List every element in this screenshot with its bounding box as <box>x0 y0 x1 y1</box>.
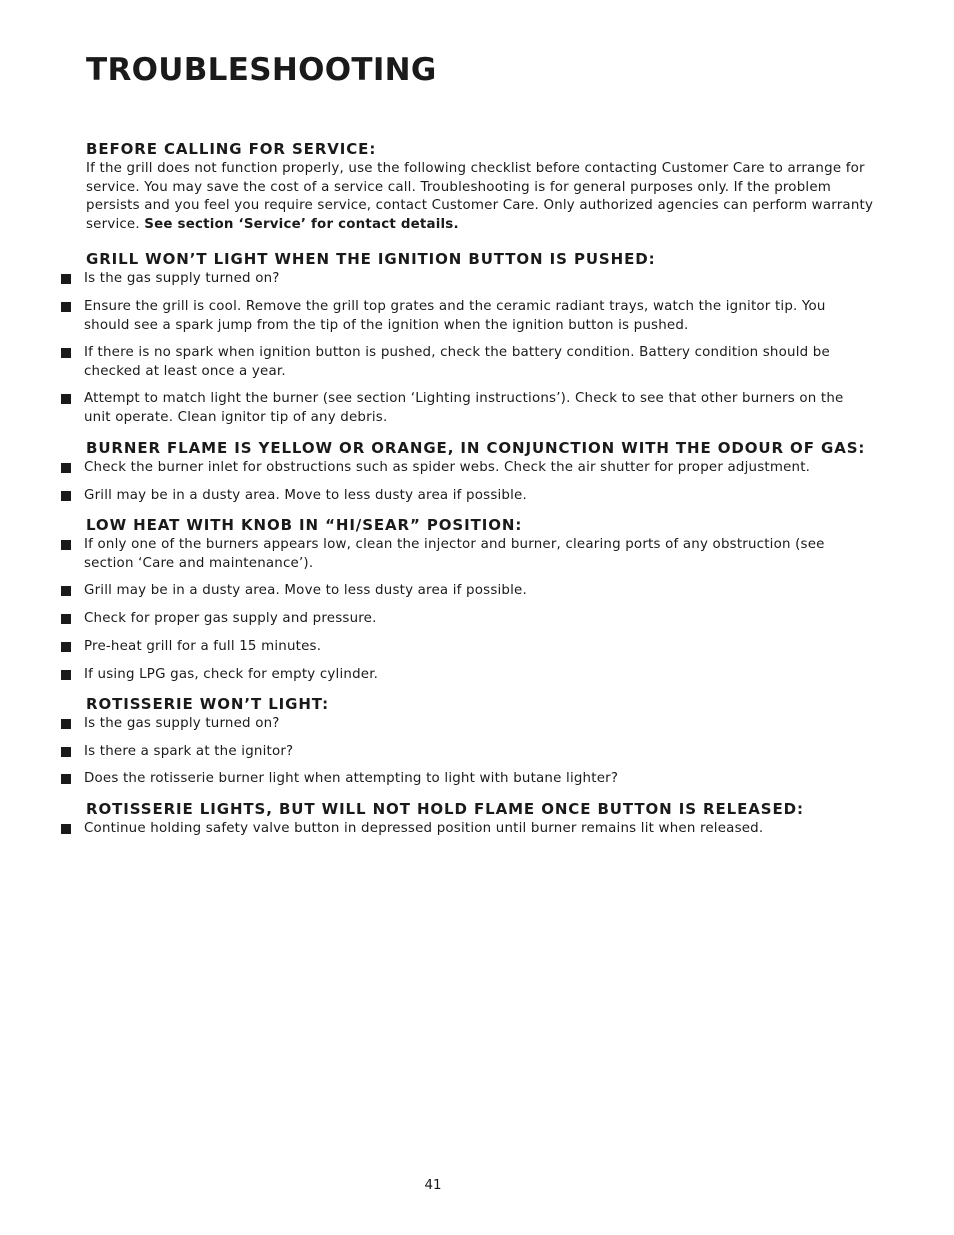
list-item-text: If there is no spark when ignition button is pushed, check the battery condition. Battery condition should be checked at least once a year. <box>84 345 830 379</box>
square-bullet-icon <box>61 274 71 284</box>
list-item-text: Does the rotisserie burner light when attempting to light with butane lighter? <box>84 771 619 786</box>
list-item <box>61 666 861 685</box>
square-bullet-icon <box>61 302 71 312</box>
list-item <box>61 610 861 629</box>
page-title: TROUBLESHOOTING <box>86 52 437 88</box>
page-number: 41 <box>424 1178 442 1193</box>
list-item <box>61 743 861 762</box>
before-calling-body: If the grill does not function properly, use the following checklist before contacting Customer Care to arrange for service. You may save the cost of a service call. Troubleshooting is for general purposes only. If the problem persists and you feel you require service, contact Customer Care. Only authorized agencies can perform warranty service. <box>86 161 874 233</box>
list-item <box>61 770 861 789</box>
square-bullet-icon <box>61 540 71 550</box>
square-bullet-icon <box>61 491 71 501</box>
before-calling-service-reference: See section ‘Service’ for contact details. <box>144 217 459 233</box>
list-item-text: If using LPG gas, check for empty cylinder. <box>84 667 379 682</box>
square-bullet-icon <box>61 394 71 404</box>
square-bullet-icon <box>61 348 71 358</box>
list-item-text: Grill may be in a dusty area. Move to less dusty area if possible. <box>84 583 527 598</box>
list-item-text: Is there a spark at the ignitor? <box>84 744 294 759</box>
list-item-text: Pre-heat grill for a full 15 minutes. <box>84 639 322 654</box>
section-heading-rotisserie-lights: ROTISSERIE LIGHTS, BUT WILL NOT HOLD FLAME ONCE BUTTON IS RELEASED: <box>86 800 804 818</box>
list-item-text: Is the gas supply turned on? <box>84 716 280 731</box>
list-item-text: If only one of the burners appears low, clean the injector and burner, clearing ports of any obstruction (see section ‘Care and maintenance’). <box>84 537 825 571</box>
list-item <box>61 536 861 573</box>
square-bullet-icon <box>61 747 71 757</box>
section-heading-burner-flame: BURNER FLAME IS YELLOW OR ORANGE, IN CONJUNCTION WITH THE ODOUR OF GAS: <box>86 439 866 457</box>
list-item-text: Ensure the grill is cool. Remove the grill top grates and the ceramic radiant trays, watch the ignitor tip. You should see a spark jump from the tip of the ignition when the ignition button is pushed. <box>84 299 826 333</box>
square-bullet-icon <box>61 774 71 784</box>
square-bullet-icon <box>61 642 71 652</box>
square-bullet-icon <box>61 614 71 624</box>
list-item <box>61 638 861 657</box>
square-bullet-icon <box>61 463 71 473</box>
list-item <box>61 582 861 601</box>
list-item-text: Check the burner inlet for obstructions such as spider webs. Check the air shutter for proper adjustment. <box>84 460 811 475</box>
square-bullet-icon <box>61 719 71 729</box>
square-bullet-icon <box>61 670 71 680</box>
section-heading-rotisserie-wont-light: ROTISSERIE WON’T LIGHT: <box>86 695 330 713</box>
list-item-text: Continue holding safety valve button in depressed position until burner remains lit when released. <box>84 821 764 836</box>
section-heading-low-heat: LOW HEAT WITH KNOB IN “HI/SEAR” POSITION: <box>86 516 523 534</box>
list-item <box>61 270 861 289</box>
list-item <box>61 487 861 506</box>
before-calling-text <box>86 160 876 235</box>
section-heading-grill-wont-light: GRILL WON’T LIGHT WHEN THE IGNITION BUTTON IS PUSHED: <box>86 250 656 268</box>
list-item-text: Attempt to match light the burner (see section ‘Lighting instructions’). Check to see that other burners on the unit operate. Clean ignitor tip of any debris. <box>84 391 844 425</box>
list-item <box>61 344 861 381</box>
square-bullet-icon <box>61 824 71 834</box>
list-item <box>61 390 861 427</box>
list-item <box>61 820 861 839</box>
list-item-text: Grill may be in a dusty area. Move to less dusty area if possible. <box>84 488 527 503</box>
list-item <box>61 298 861 335</box>
section-heading-before-calling: BEFORE CALLING FOR SERVICE: <box>86 140 377 158</box>
list-item <box>61 715 861 734</box>
list-item-text: Is the gas supply turned on? <box>84 271 280 286</box>
square-bullet-icon <box>61 586 71 596</box>
list-item <box>61 459 861 478</box>
list-item-text: Check for proper gas supply and pressure. <box>84 611 377 626</box>
